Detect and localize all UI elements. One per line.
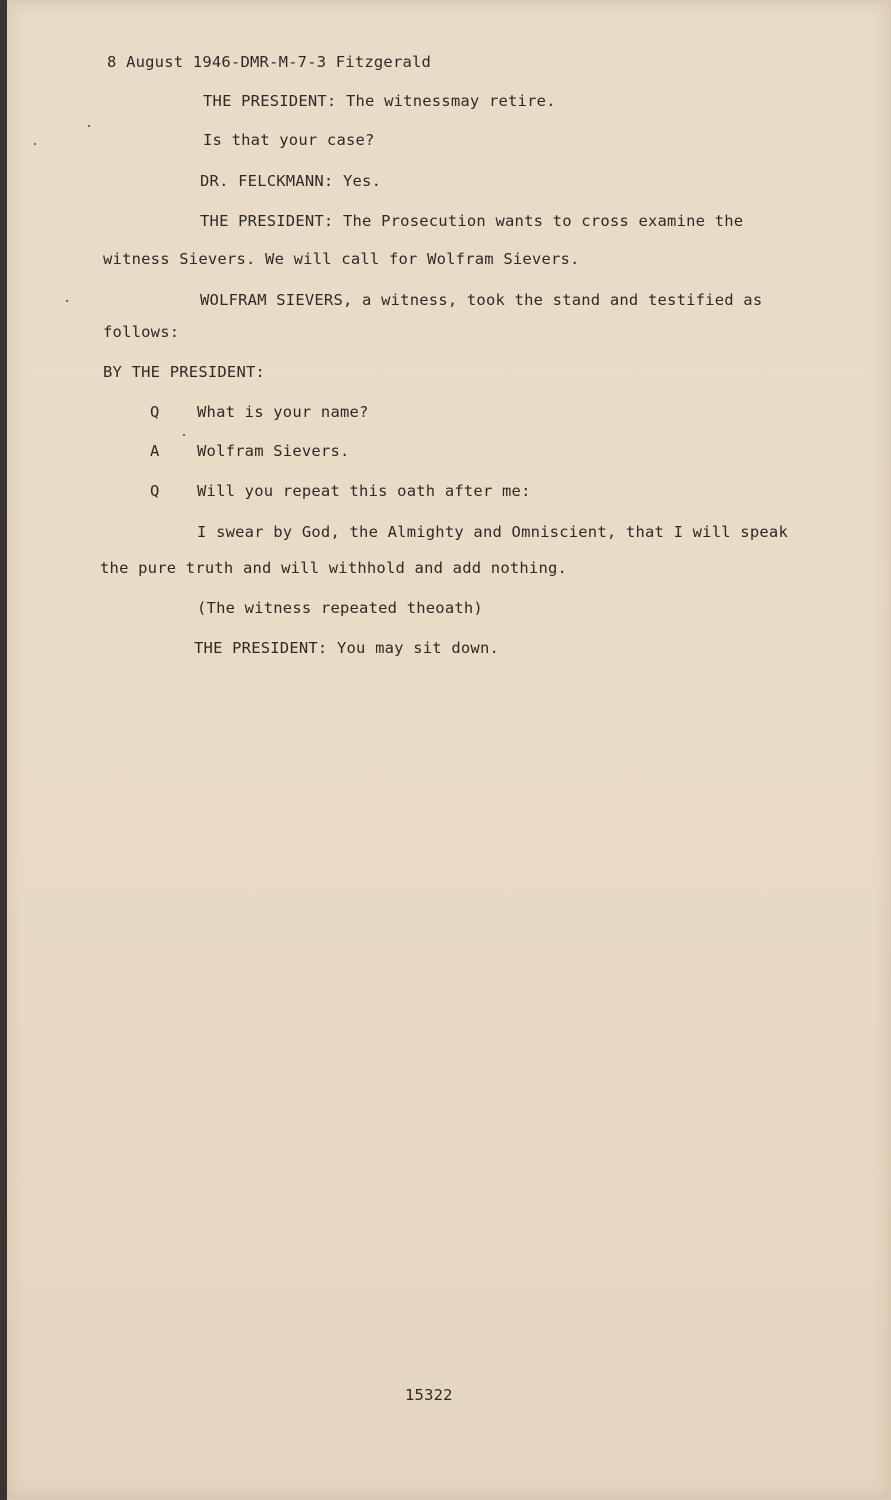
paper-speck (183, 434, 185, 436)
paper-speck (66, 300, 68, 302)
answer-marker: A (150, 442, 160, 460)
transcript-line: (The witness repeated theoath) (197, 599, 483, 617)
section-heading: BY THE PRESIDENT: (103, 363, 266, 381)
paper-speck (88, 125, 90, 127)
page-number: 15322 (405, 1386, 453, 1404)
oath-line: the pure truth and will withhold and add nothing. (100, 559, 568, 577)
transcript-line: witness Sievers. We will call for Wolfram Sievers. (103, 250, 580, 268)
transcript-line: Is that your case? (203, 131, 375, 149)
question-marker: Q (150, 403, 160, 421)
transcript-page (7, 2, 889, 1498)
transcript-line: THE PRESIDENT: The witnessmay retire. (203, 92, 556, 110)
oath-line: I swear by God, the Almighty and Omniscient, that I will speak (197, 523, 788, 541)
page-header: 8 August 1946-DMR-M-7-3 Fitzgerald (107, 53, 432, 71)
question-text: Will you repeat this oath after me: (197, 482, 531, 500)
question-marker: Q (150, 482, 160, 500)
transcript-line: THE PRESIDENT: You may sit down. (194, 639, 500, 657)
paper-speck (34, 143, 36, 145)
page-left-edge (0, 0, 7, 1500)
transcript-line: follows: (103, 323, 180, 341)
question-text: What is your name? (197, 403, 369, 421)
transcript-line: WOLFRAM SIEVERS, a witness, took the stand and testified as (200, 291, 763, 309)
transcript-line: DR. FELCKMANN: Yes. (200, 172, 382, 190)
transcript-line: THE PRESIDENT: The Prosecution wants to cross examine the (200, 212, 744, 230)
answer-text: Wolfram Sievers. (197, 442, 350, 460)
